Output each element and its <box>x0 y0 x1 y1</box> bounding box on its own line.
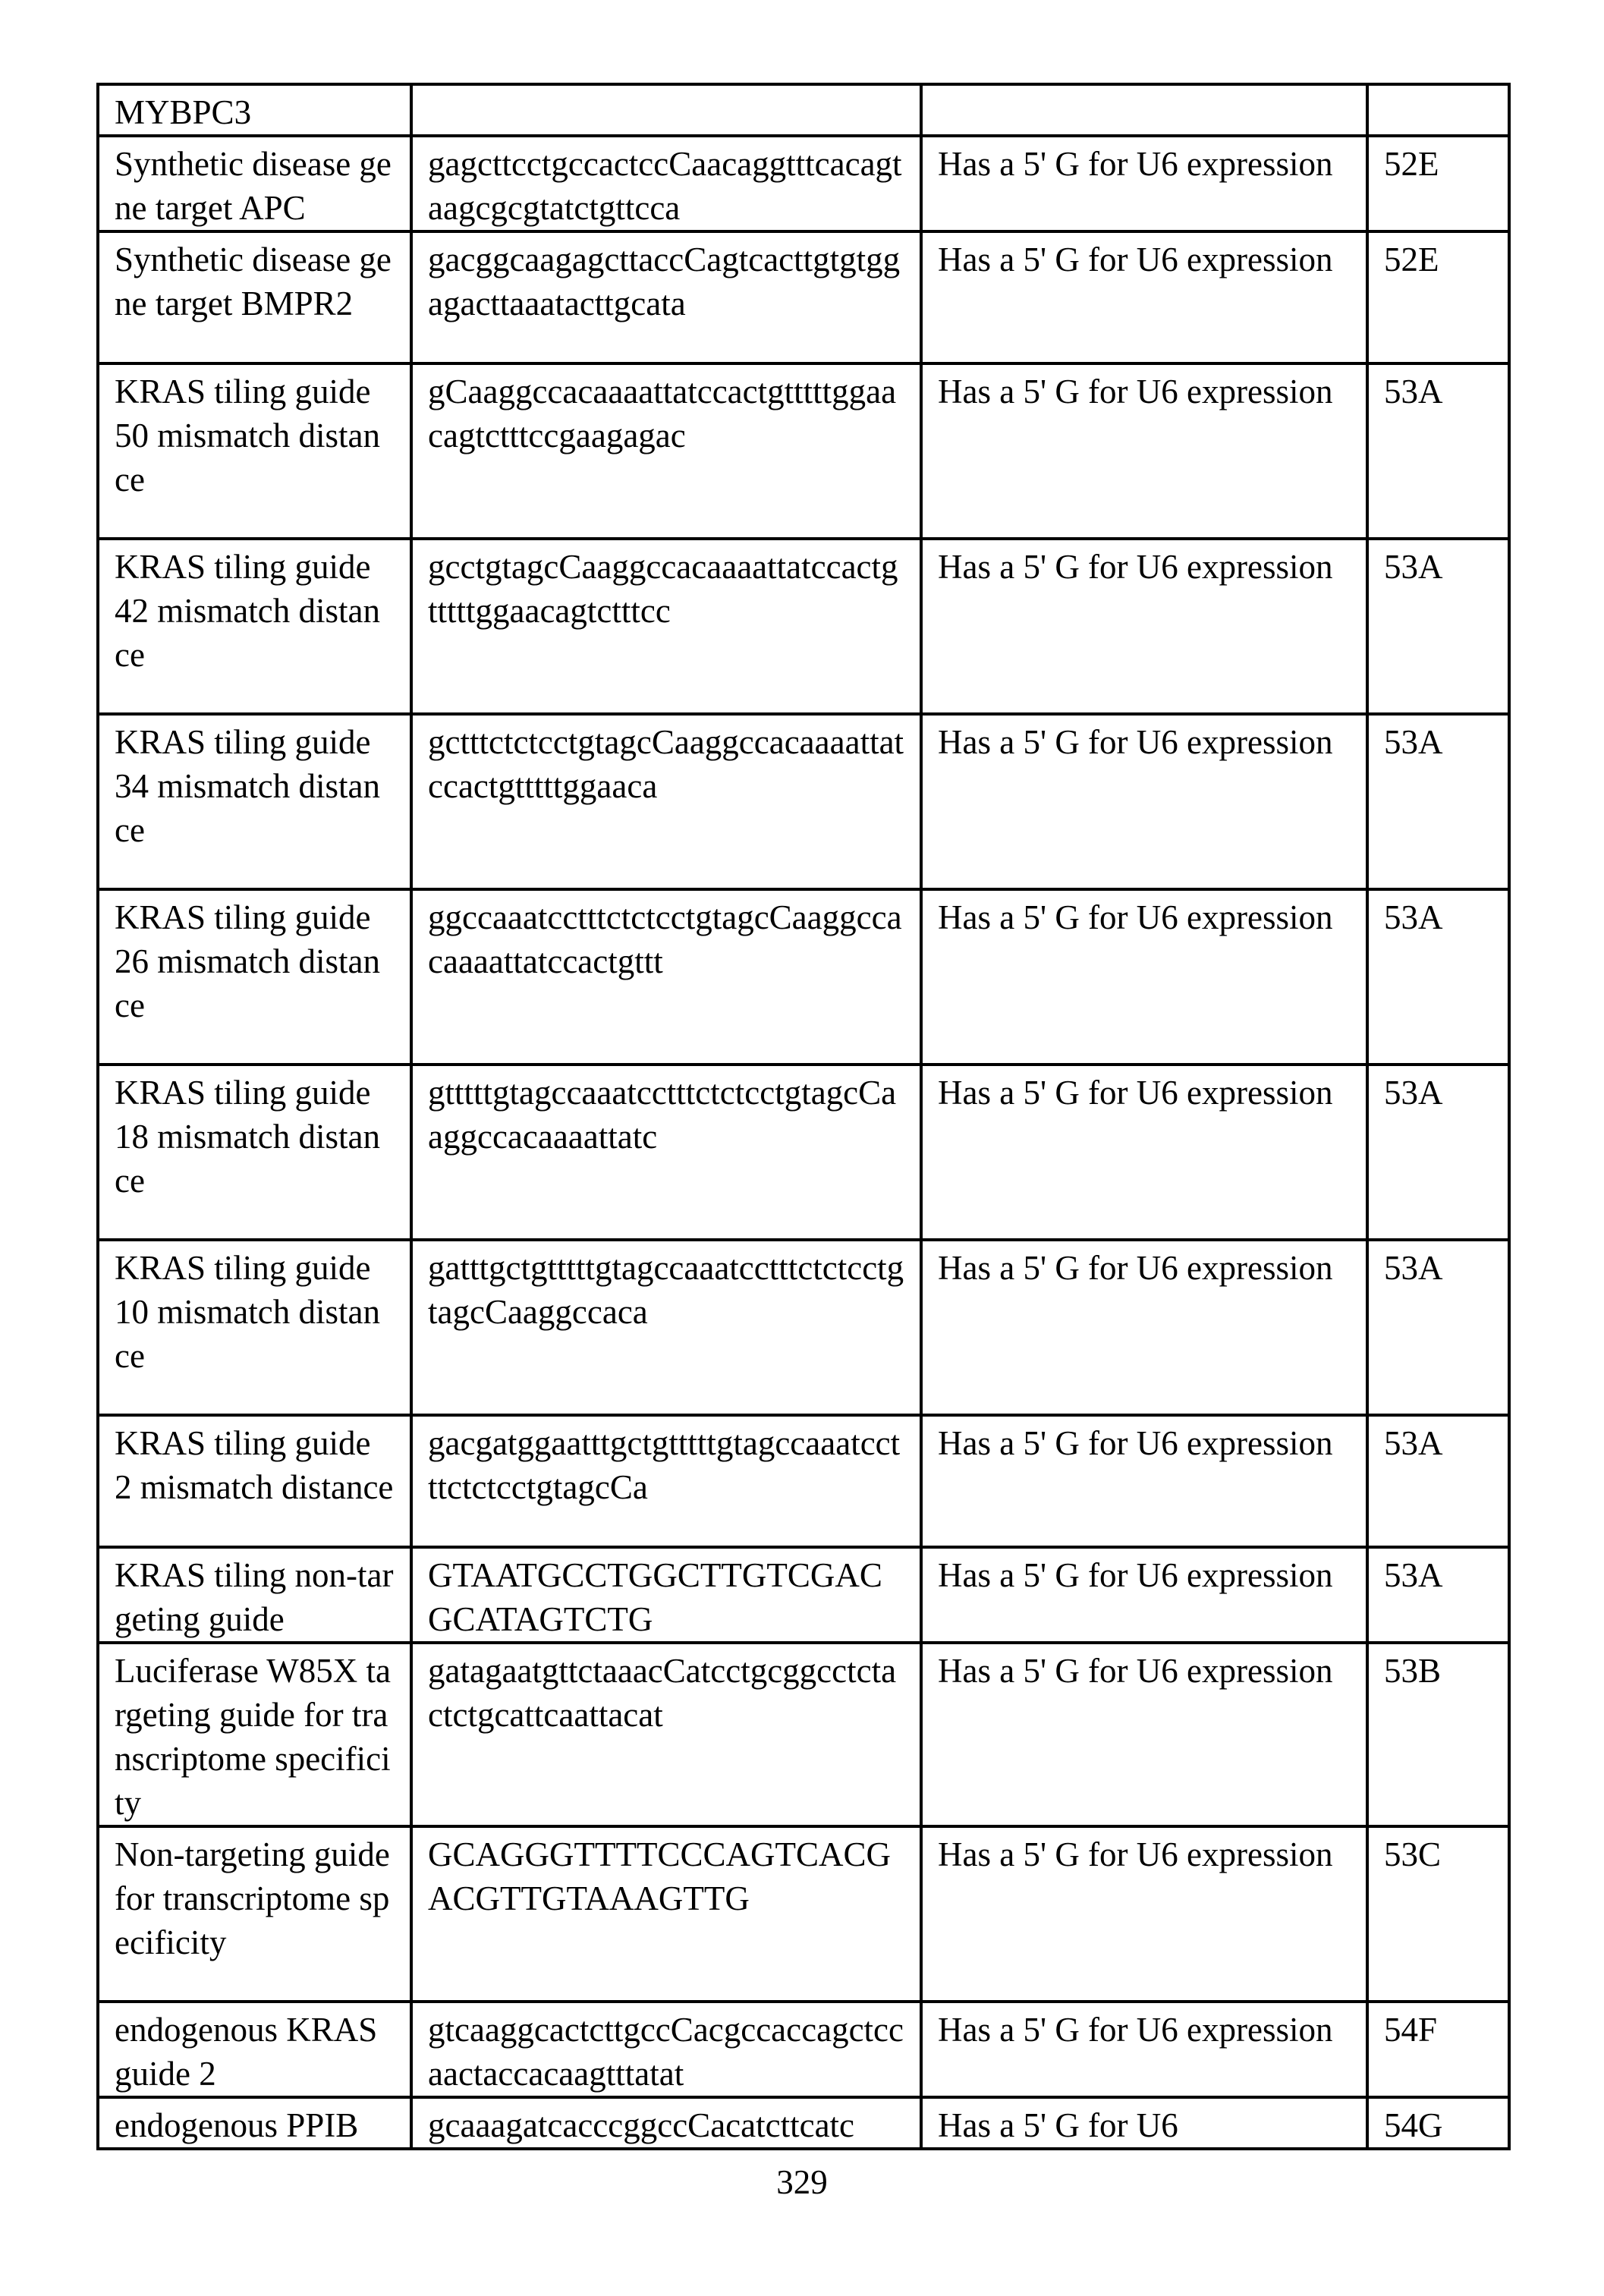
table-row <box>98 363 1509 539</box>
figure-ref-cell: 53A <box>1367 714 1509 889</box>
table-row <box>98 1547 1509 1643</box>
guide-sequence-table <box>96 83 1511 2150</box>
guide-name-cell: Synthetic disease gene target BMPR2 <box>98 231 411 363</box>
figure-ref-cell: 53A <box>1367 1240 1509 1415</box>
table-row <box>98 2097 1509 2149</box>
figure-ref-cell: 54F <box>1367 2002 1509 2097</box>
guide-name-cell: Non-targeting guide for transcriptome specificity <box>98 1826 411 2002</box>
note-cell: Has a 5' G for U6 expression <box>921 363 1367 539</box>
figure-ref-cell: 54G <box>1367 2097 1509 2149</box>
sequence-cell: ggccaaatcctttctctcctgtagcCaaggccacaaaattatccactgttt <box>411 889 921 1065</box>
note-cell: Has a 5' G for U6 expression <box>921 1826 1367 2002</box>
table-row <box>98 84 1509 136</box>
sequence-cell: gatttgctgtttttgtagccaaatcctttctctcctgtagcCaaggccaca <box>411 1240 921 1415</box>
guide-name-cell: KRAS tiling guide 26 mismatch distance <box>98 889 411 1065</box>
sequence-cell: gtcaaggcactcttgccCacgccaccagctccaactaccacaagtttatat <box>411 2002 921 2097</box>
note-cell: Has a 5' G for U6 expression <box>921 2002 1367 2097</box>
table-row <box>98 136 1509 231</box>
note-cell: Has a 5' G for U6 expression <box>921 714 1367 889</box>
figure-ref-cell: 53B <box>1367 1643 1509 1826</box>
note-cell <box>921 84 1367 136</box>
figure-ref-cell: 53A <box>1367 889 1509 1065</box>
note-cell: Has a 5' G for U6 expression <box>921 889 1367 1065</box>
figure-ref-cell: 53A <box>1367 1547 1509 1643</box>
note-cell: Has a 5' G for U6 <box>921 2097 1367 2149</box>
table-row <box>98 1415 1509 1547</box>
guide-name-cell: KRAS tiling guide 42 mismatch distance <box>98 539 411 714</box>
page-number: 329 <box>776 2163 828 2201</box>
table-body <box>98 84 1509 2149</box>
figure-ref-cell: 53C <box>1367 1826 1509 2002</box>
sequence-cell: GTAATGCCTGGCTTGTCGACGCATAGTCTG <box>411 1547 921 1643</box>
table-row <box>98 1240 1509 1415</box>
table-row <box>98 2002 1509 2097</box>
guide-name-cell: MYBPC3 <box>98 84 411 136</box>
table-row <box>98 889 1509 1065</box>
guide-name-cell: KRAS tiling guide 2 mismatch distance <box>98 1415 411 1547</box>
table-row <box>98 714 1509 889</box>
table-row <box>98 1826 1509 2002</box>
guide-name-cell: Synthetic disease gene target APC <box>98 136 411 231</box>
sequence-cell: gtttttgtagccaaatcctttctctcctgtagcCaaggccacaaaattatc <box>411 1065 921 1240</box>
figure-ref-cell: 52E <box>1367 231 1509 363</box>
sequence-cell: GCAGGGTTTTCCCAGTCACGACGTTGTAAAGTTG <box>411 1826 921 2002</box>
note-cell: Has a 5' G for U6 expression <box>921 1643 1367 1826</box>
figure-ref-cell: 53A <box>1367 363 1509 539</box>
note-cell: Has a 5' G for U6 expression <box>921 1065 1367 1240</box>
guide-name-cell: KRAS tiling guide 10 mismatch distance <box>98 1240 411 1415</box>
guide-name-cell: endogenous KRAS guide 2 <box>98 2002 411 2097</box>
note-cell: Has a 5' G for U6 expression <box>921 231 1367 363</box>
sequence-cell: gcaaagatcacccggccCacatcttcatc <box>411 2097 921 2149</box>
sequence-cell: gctttctctcctgtagcCaaggccacaaaattatccactgtttttggaaca <box>411 714 921 889</box>
figure-ref-cell: 53A <box>1367 1415 1509 1547</box>
sequence-cell: gcctgtagcCaaggccacaaaattatccactgtttttggaacagtctttcc <box>411 539 921 714</box>
note-cell: Has a 5' G for U6 expression <box>921 1415 1367 1547</box>
note-cell: Has a 5' G for U6 expression <box>921 136 1367 231</box>
guide-name-cell: KRAS tiling non-targeting guide <box>98 1547 411 1643</box>
guide-name-cell: KRAS tiling guide 34 mismatch distance <box>98 714 411 889</box>
sequence-cell: gatagaatgttctaaacCatcctgcggcctctactctgcattcaattacat <box>411 1643 921 1826</box>
sequence-cell: gagcttcctgccactccCaacaggtttcacagtaagcgcgtatctgttcca <box>411 136 921 231</box>
note-cell: Has a 5' G for U6 expression <box>921 539 1367 714</box>
table-row <box>98 1065 1509 1240</box>
figure-ref-cell: 53A <box>1367 539 1509 714</box>
figure-ref-cell <box>1367 84 1509 136</box>
guide-name-cell: Luciferase W85X targeting guide for transcriptome specificity <box>98 1643 411 1826</box>
guide-name-cell: KRAS tiling guide 50 mismatch distance <box>98 363 411 539</box>
guide-name-cell: endogenous PPIB <box>98 2097 411 2149</box>
figure-ref-cell: 52E <box>1367 136 1509 231</box>
sequence-cell: gacggcaagagcttaccCagtcacttgtgtggagacttaaatacttgcata <box>411 231 921 363</box>
note-cell: Has a 5' G for U6 expression <box>921 1547 1367 1643</box>
table-row <box>98 1643 1509 1826</box>
note-cell: Has a 5' G for U6 expression <box>921 1240 1367 1415</box>
sequence-cell: gCaaggccacaaaattatccactgtttttggaacagtctttccgaagagac <box>411 363 921 539</box>
table-row <box>98 539 1509 714</box>
guide-name-cell: KRAS tiling guide 18 mismatch distance <box>98 1065 411 1240</box>
sequence-cell: gacgatggaatttgctgtttttgtagccaaatcctttctctcctgtagcCa <box>411 1415 921 1547</box>
table-row <box>98 231 1509 363</box>
figure-ref-cell: 53A <box>1367 1065 1509 1240</box>
sequence-cell <box>411 84 921 136</box>
